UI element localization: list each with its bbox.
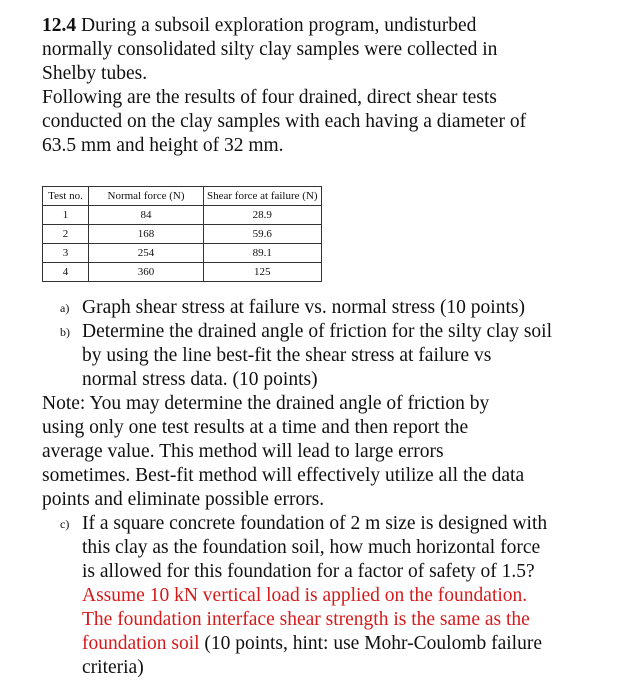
question-c [42, 512, 607, 680]
cell-shear-force: 125 [204, 263, 322, 282]
shear-test-table [42, 186, 322, 282]
question-c-red-line-1: Assume 10 kN vertical load is applied on the foundation. [82, 585, 528, 606]
question-a [42, 296, 607, 320]
cell-shear-force: 59.6 [204, 225, 322, 244]
cell-shear-force: 28.9 [204, 206, 322, 225]
question-list [42, 296, 607, 680]
question-c-red-line-2: The foundation interface shear strength is the same as the [82, 609, 530, 630]
cell-normal-force: 360 [89, 263, 204, 282]
problem-number: 12.4 [42, 15, 77, 36]
intro-line-5: conducted on the clay samples with each having a diameter of [42, 111, 527, 132]
intro-line-2: normally consolidated silty clay samples were collected in [42, 39, 498, 60]
question-a-text: Graph shear stress at failure vs. normal stress (10 points) [82, 297, 525, 318]
question-b-line-2: by using the line best-fit the shear stress at failure vs [82, 345, 492, 366]
question-c-line-last: criteria) [82, 657, 144, 678]
table-row [43, 244, 322, 263]
intro-text-1: During a subsoil exploration program, undisturbed [81, 15, 477, 36]
cell-normal-force: 168 [89, 225, 204, 244]
table-row [43, 225, 322, 244]
note-line-5: points and eliminate possible errors. [42, 489, 325, 510]
question-c-line-6 [82, 632, 607, 656]
question-c-red-line-3: foundation soil [82, 633, 200, 654]
note-line-2: using only one test results at a time and then report the [42, 417, 469, 438]
header-shear-force: Shear force at failure (N) [204, 187, 322, 206]
note-line-4: sometimes. Best-fit method will effectively utilize all the data [42, 465, 525, 486]
table-row [43, 206, 322, 225]
note-line-1: Note: You may determine the drained angle of friction by [42, 393, 490, 414]
question-b-label: b) [60, 325, 70, 339]
question-b-line-3: normal stress data. (10 points) [82, 369, 318, 390]
question-b [42, 320, 607, 392]
table-row [43, 263, 322, 282]
header-normal-force: Normal force (N) [89, 187, 204, 206]
question-b-line-1: Determine the drained angle of friction for the silty clay soil [82, 321, 553, 342]
note-block [42, 392, 607, 512]
question-c-line-2: this clay as the foundation soil, how much horizontal force [82, 537, 541, 558]
question-c-label: c) [60, 517, 70, 531]
cell-shear-force: 89.1 [204, 244, 322, 263]
cell-test-no: 3 [43, 244, 89, 263]
cell-test-no: 4 [43, 263, 89, 282]
question-c-tail: (10 points, hint: use Mohr-Coulomb failure [199, 633, 542, 654]
intro-line-1 [42, 14, 602, 38]
cell-test-no: 2 [43, 225, 89, 244]
question-c-line-3: is allowed for this foundation for a factor of safety of 1.5? [82, 561, 535, 582]
note-line-3: average value. This method will lead to large errors [42, 441, 444, 462]
cell-test-no: 1 [43, 206, 89, 225]
cell-normal-force: 84 [89, 206, 204, 225]
intro-line-3: Shelby tubes. [42, 63, 148, 84]
header-test-no: Test no. [43, 187, 89, 206]
table-header-row [43, 187, 322, 206]
question-a-label: a) [60, 301, 70, 315]
problem-statement [42, 14, 602, 158]
intro-line-4: Following are the results of four drained, direct shear tests [42, 87, 497, 108]
question-c-line-1: If a square concrete foundation of 2 m size is designed with [82, 513, 548, 534]
cell-normal-force: 254 [89, 244, 204, 263]
intro-line-6: 63.5 mm and height of 32 mm. [42, 135, 284, 156]
